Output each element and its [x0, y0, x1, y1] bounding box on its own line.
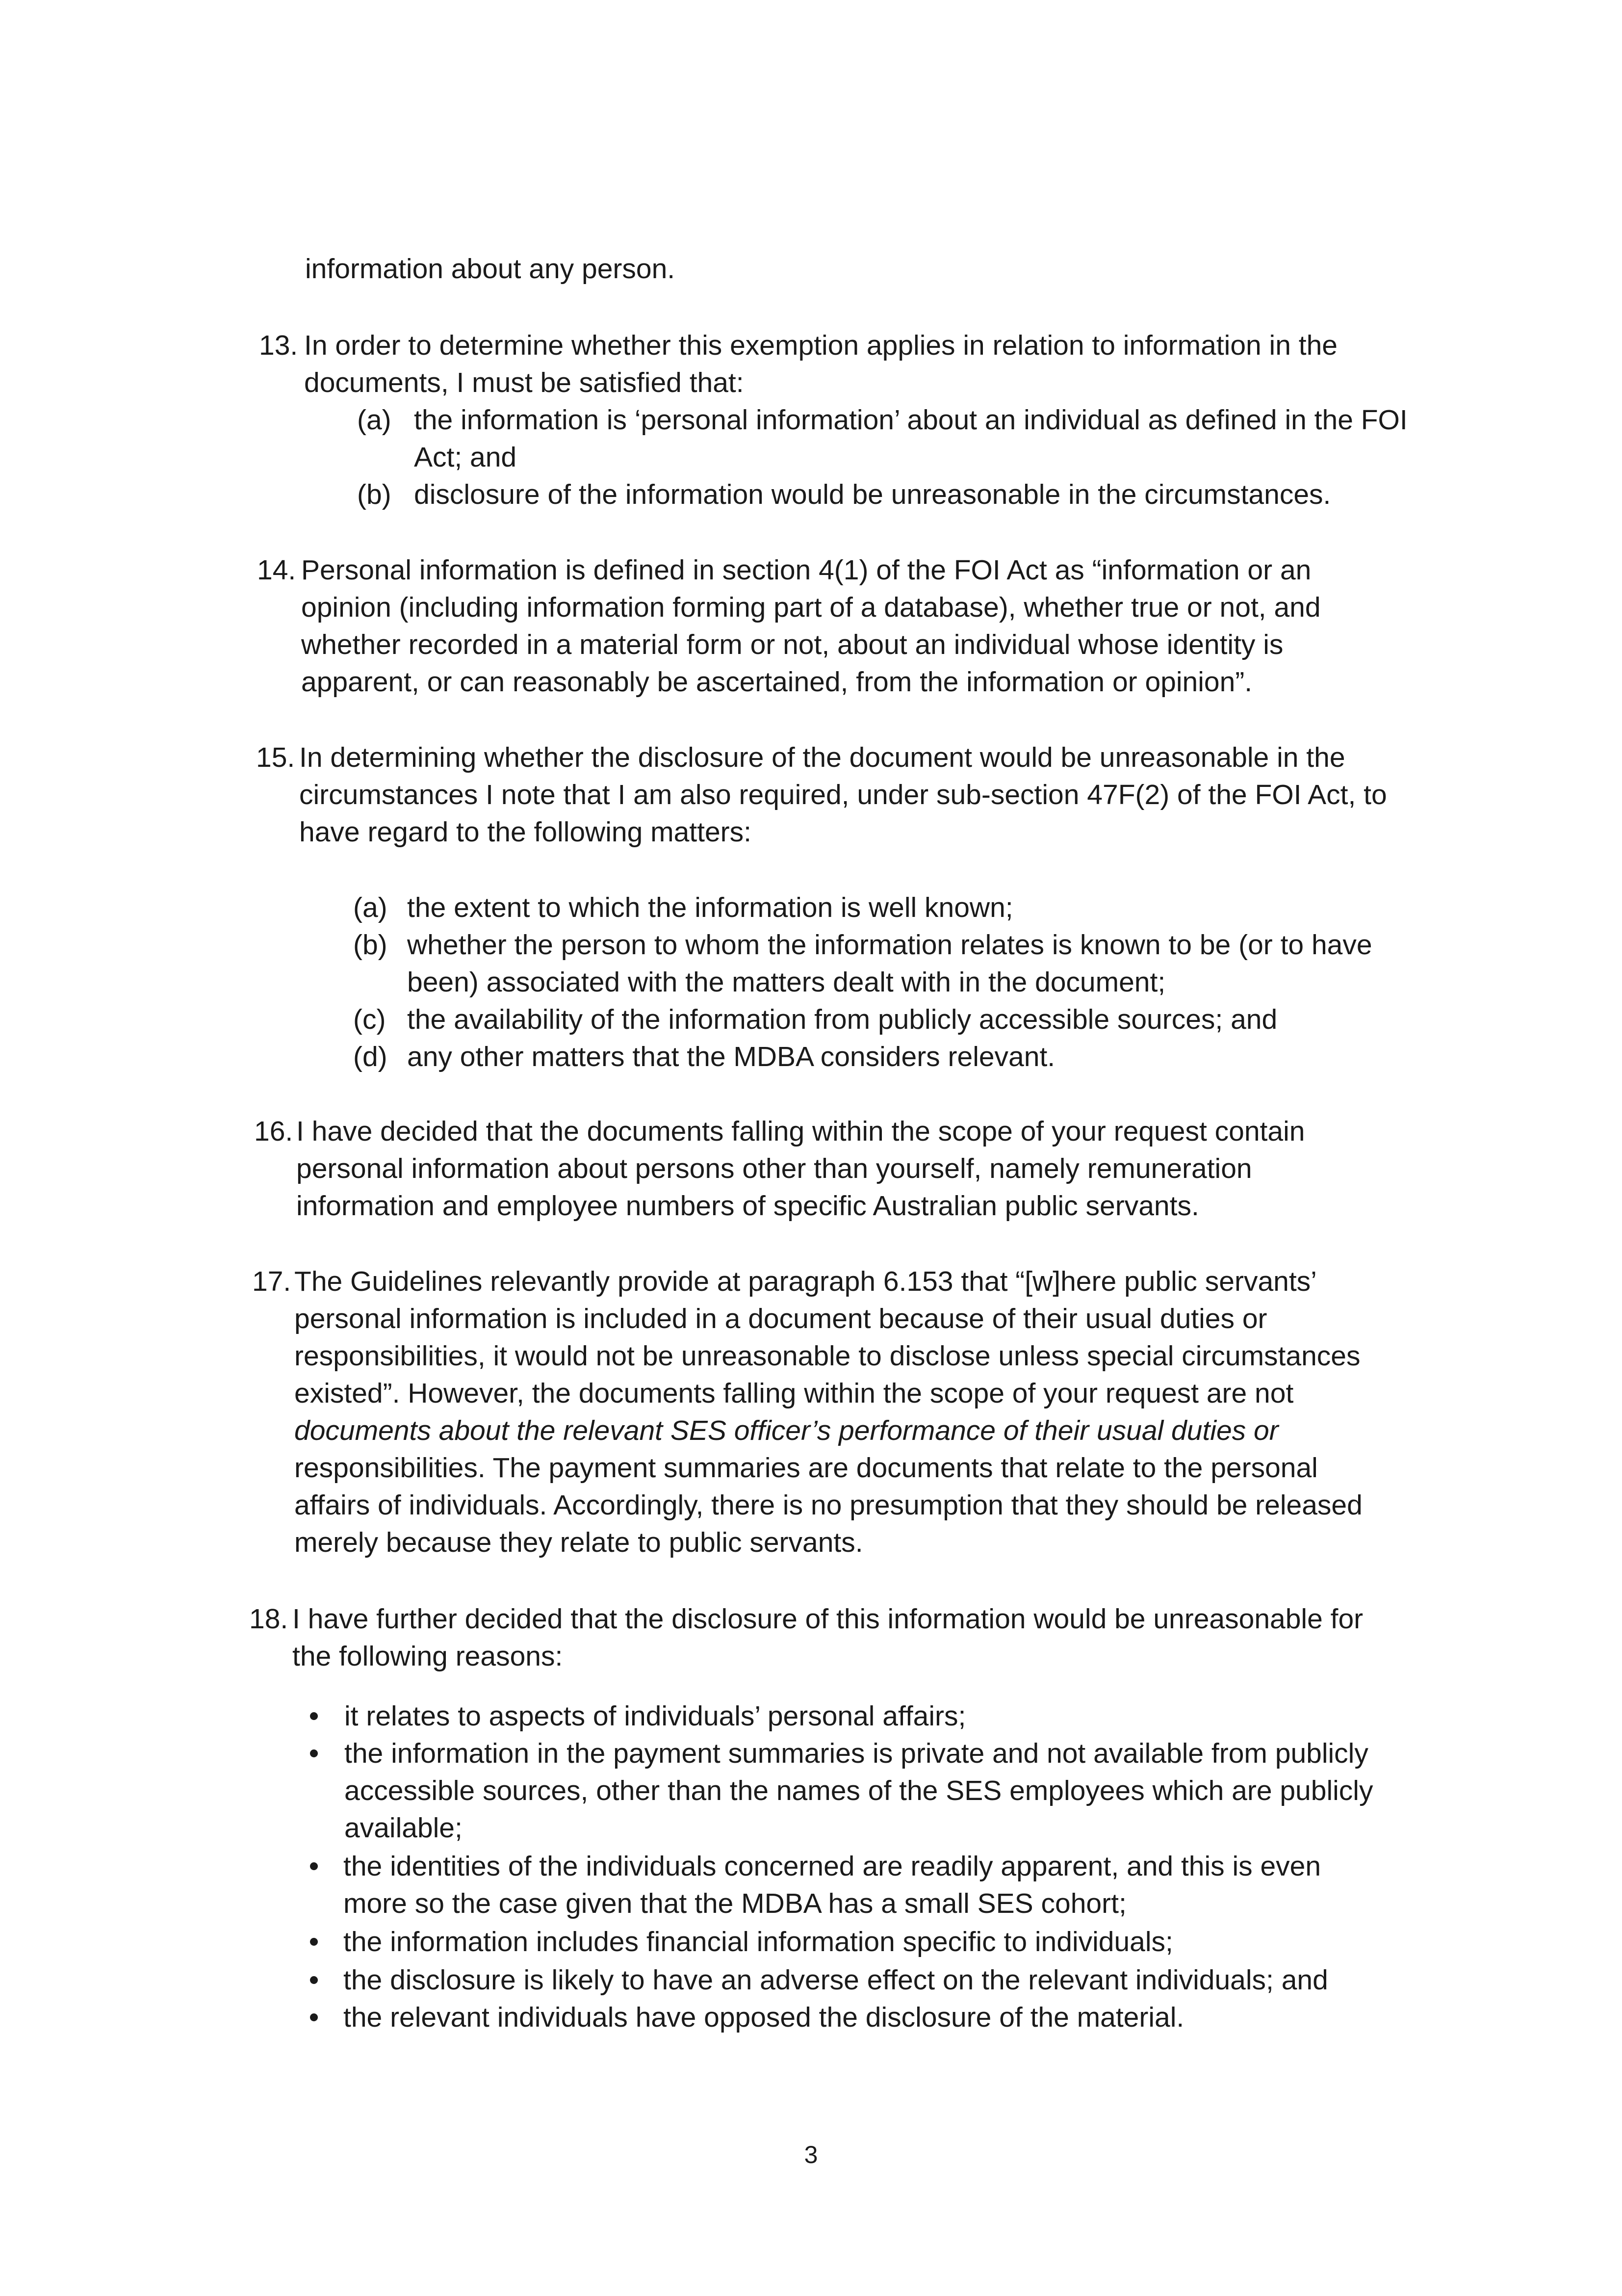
sub-item-label: (d) [353, 1041, 387, 1072]
bullet-line: the relevant individuals have opposed the disclosure of the material. [343, 2002, 1184, 2033]
sub-item-label: (a) [357, 404, 391, 436]
sub-item-line: whether the person to whom the information relates is known to be (or to have [407, 929, 1372, 961]
sub-item-label: (a) [353, 892, 387, 923]
paragraph-line: have regard to the following matters: [299, 816, 751, 848]
paragraph-line: In determining whether the disclosure of the document would be unreasonable in the [299, 742, 1345, 773]
sub-item-line: the information is ‘personal information’ about an individual as defined in the FOI [414, 404, 1408, 436]
sub-item-line: disclosure of the information would be unreasonable in the circumstances. [414, 479, 1331, 510]
bullet-line: the identities of the individuals concerned are readily apparent, and this is even [343, 1851, 1321, 1882]
paragraph-number: 15. [256, 742, 295, 773]
sub-item-line: Act; and [414, 442, 517, 473]
bullet-line: it relates to aspects of individuals’ personal affairs; [344, 1700, 966, 1732]
bullet-line: the disclosure is likely to have an adverse effect on the relevant individuals; and [343, 1964, 1328, 1996]
paragraph-line: I have further decided that the disclosure of this information would be unreasonable for [292, 1603, 1364, 1635]
paragraph-line: The Guidelines relevantly provide at paragraph 6.153 that “[w]here public servants’ [294, 1266, 1317, 1297]
bullet-line: available; [344, 1812, 463, 1844]
bullet-line: more so the case given that the MDBA has a small SES cohort; [343, 1888, 1127, 1919]
page-number: 3 [804, 2141, 818, 2168]
paragraph-number: 17. [252, 1266, 291, 1297]
paragraph-line: the following reasons: [292, 1641, 563, 1672]
bullet-icon [310, 1749, 318, 1757]
bullet-line: the information includes financial information specific to individuals; [343, 1926, 1173, 1957]
paragraph-line: documents, I must be satisfied that: [304, 367, 744, 398]
paragraph-line: Personal information is defined in section 4(1) of the FOI Act as “information or an [301, 554, 1312, 586]
bullet-icon [310, 1862, 318, 1870]
paragraph-line: whether recorded in a material form or not, about an individual whose identity is [301, 629, 1284, 660]
paragraph-line: merely because they relate to public servants. [294, 1527, 863, 1558]
paragraph-line: information and employee numbers of specific Australian public servants. [296, 1190, 1199, 1222]
paragraph-line: In order to determine whether this exemption applies in relation to information in the [304, 330, 1338, 361]
paragraph-line: I have decided that the documents falling within the scope of your request contain [296, 1116, 1305, 1147]
sub-item-line: the extent to which the information is well known; [407, 892, 1013, 923]
bullet-icon [310, 1976, 318, 1984]
paragraph-line-italic: documents about the relevant SES officer’s performance of their usual duties or [294, 1415, 1279, 1446]
paragraph-number: 16. [254, 1116, 293, 1147]
paragraph-number: 13. [259, 330, 298, 361]
bullet-line: the information in the payment summaries is private and not available from publicly [344, 1738, 1368, 1769]
paragraph-number: 14. [257, 554, 296, 586]
paragraph-line: personal information is included in a document because of their usual duties or [294, 1303, 1267, 1334]
sub-item-line: the availability of the information from publicly accessible sources; and [407, 1004, 1278, 1035]
paragraph-line: responsibilities. The payment summaries are documents that relate to the personal [294, 1452, 1318, 1484]
bullet-icon [310, 1712, 318, 1720]
sub-item-label: (b) [357, 479, 391, 510]
paragraph-line: opinion (including information forming part of a database), whether true or not, and [301, 592, 1321, 623]
paragraph-line: existed”. However, the documents falling within the scope of your request are not [294, 1378, 1294, 1409]
paragraph-line: apparent, or can reasonably be ascertained, from the information or opinion”. [301, 666, 1253, 698]
paragraph-line: personal information about persons other than yourself, namely remuneration [296, 1153, 1252, 1184]
sub-item-line: any other matters that the MDBA considers relevant. [407, 1041, 1056, 1072]
paragraph-line: affairs of individuals. Accordingly, there is no presumption that they should be released [294, 1489, 1363, 1521]
sub-item-label: (c) [353, 1004, 386, 1035]
bullet-line: accessible sources, other than the names of the SES employees which are publicly [344, 1775, 1373, 1806]
paragraph-line: responsibilities, it would not be unreasonable to disclose unless special circumstances [294, 1340, 1361, 1372]
sub-item-label: (b) [353, 929, 387, 961]
paragraph-number: 18. [249, 1603, 288, 1635]
continuation-text: information about any person. [305, 253, 675, 285]
bullet-icon [310, 2013, 318, 2021]
sub-item-line: been) associated with the matters dealt with in the document; [407, 966, 1166, 998]
bullet-icon [310, 1938, 318, 1946]
paragraph-line: circumstances I note that I am also required, under sub-section 47F(2) of the FOI Act, to [299, 779, 1387, 810]
